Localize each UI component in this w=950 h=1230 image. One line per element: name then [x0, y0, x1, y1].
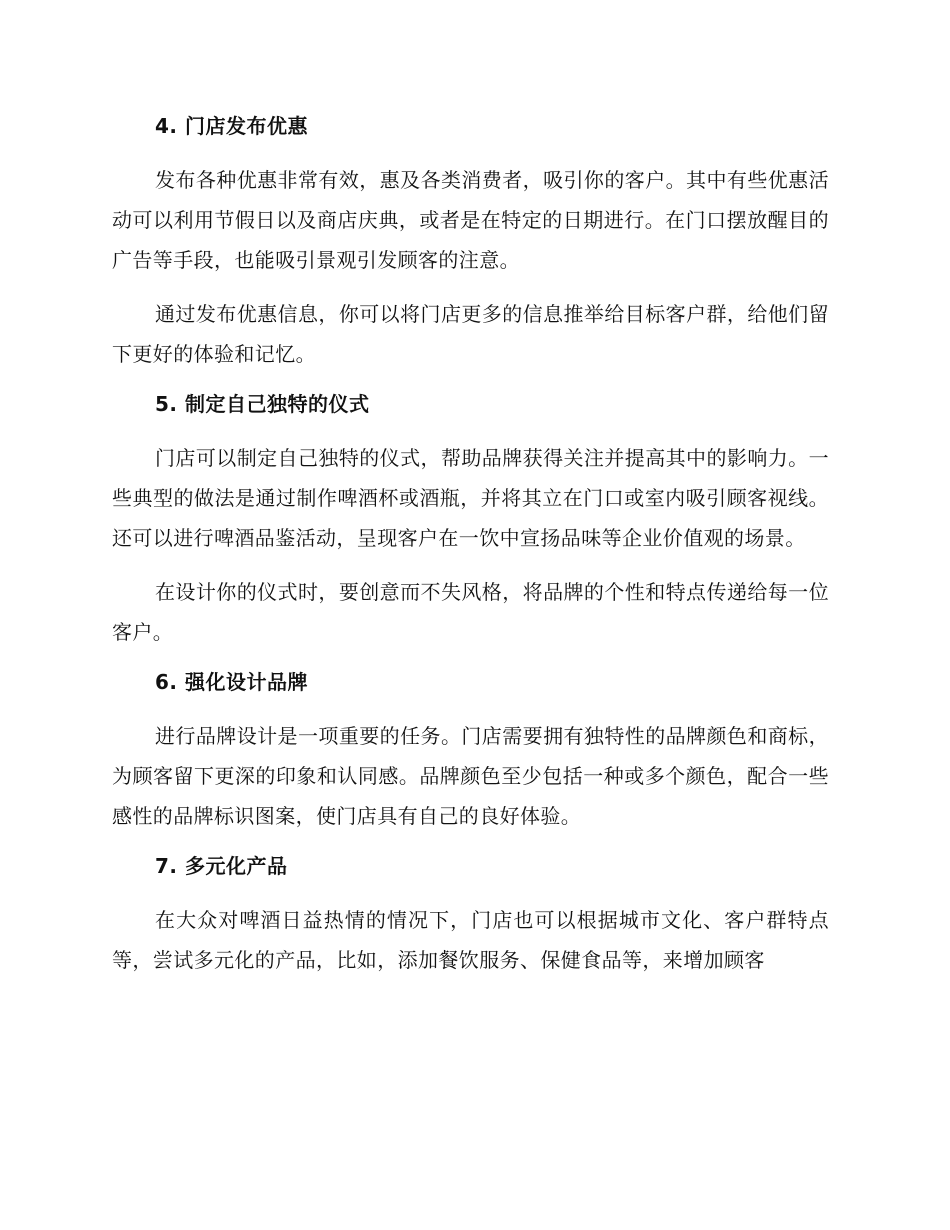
section-heading: 7. 多元化产品 [155, 854, 288, 878]
paragraph: 发布各种优惠非常有效，惠及各类消费者，吸引你的客户。其中有些优惠活动可以利用节假日以及商店庆典，或者是在特定的日期进行。在门口摆放醒目的广告等手段，也能吸引景观引发顾客的注意。 [112, 168, 829, 272]
paragraph: 进行品牌设计是一项重要的任务。门店需要拥有独特性的品牌颜色和商标，为顾客留下更深的印象和认同感。品牌颜色至少包括一种或多个颜色，配合一些感性的品牌标识图案，使门店具有自己的良好体验。 [112, 724, 829, 828]
paragraph: 通过发布优惠信息，你可以将门店更多的信息推举给目标客户群，给他们留下更好的体验和记忆。 [112, 302, 829, 366]
section-unique-ritual [112, 388, 829, 652]
paragraph: 在设计你的仪式时，要创意而不失风格，将品牌的个性和特点传递给每一位客户。 [112, 580, 829, 644]
paragraph: 在大众对啤酒日益热情的情况下，门店也可以根据城市文化、客户群特点等，尝试多元化的产品，比如，添加餐饮服务、保健食品等，来增加顾客 [112, 908, 829, 972]
section-brand-design [112, 666, 829, 836]
section-heading: 5. 制定自己独特的仪式 [155, 392, 370, 416]
section-heading: 6. 强化设计品牌 [155, 670, 308, 694]
paragraph: 门店可以制定自己独特的仪式，帮助品牌获得关注并提高其中的影响力。一些典型的做法是通过制作啤酒杯或酒瓶，并将其立在门口或室内吸引顾客视线。还可以进行啤酒品鉴活动，呈现客户在一饮中宣扬品味等企业价值观的场景。 [112, 446, 829, 550]
section-diversified-products [112, 850, 829, 980]
section-heading: 4. 门店发布优惠 [155, 114, 308, 138]
section-store-discounts [112, 110, 829, 374]
